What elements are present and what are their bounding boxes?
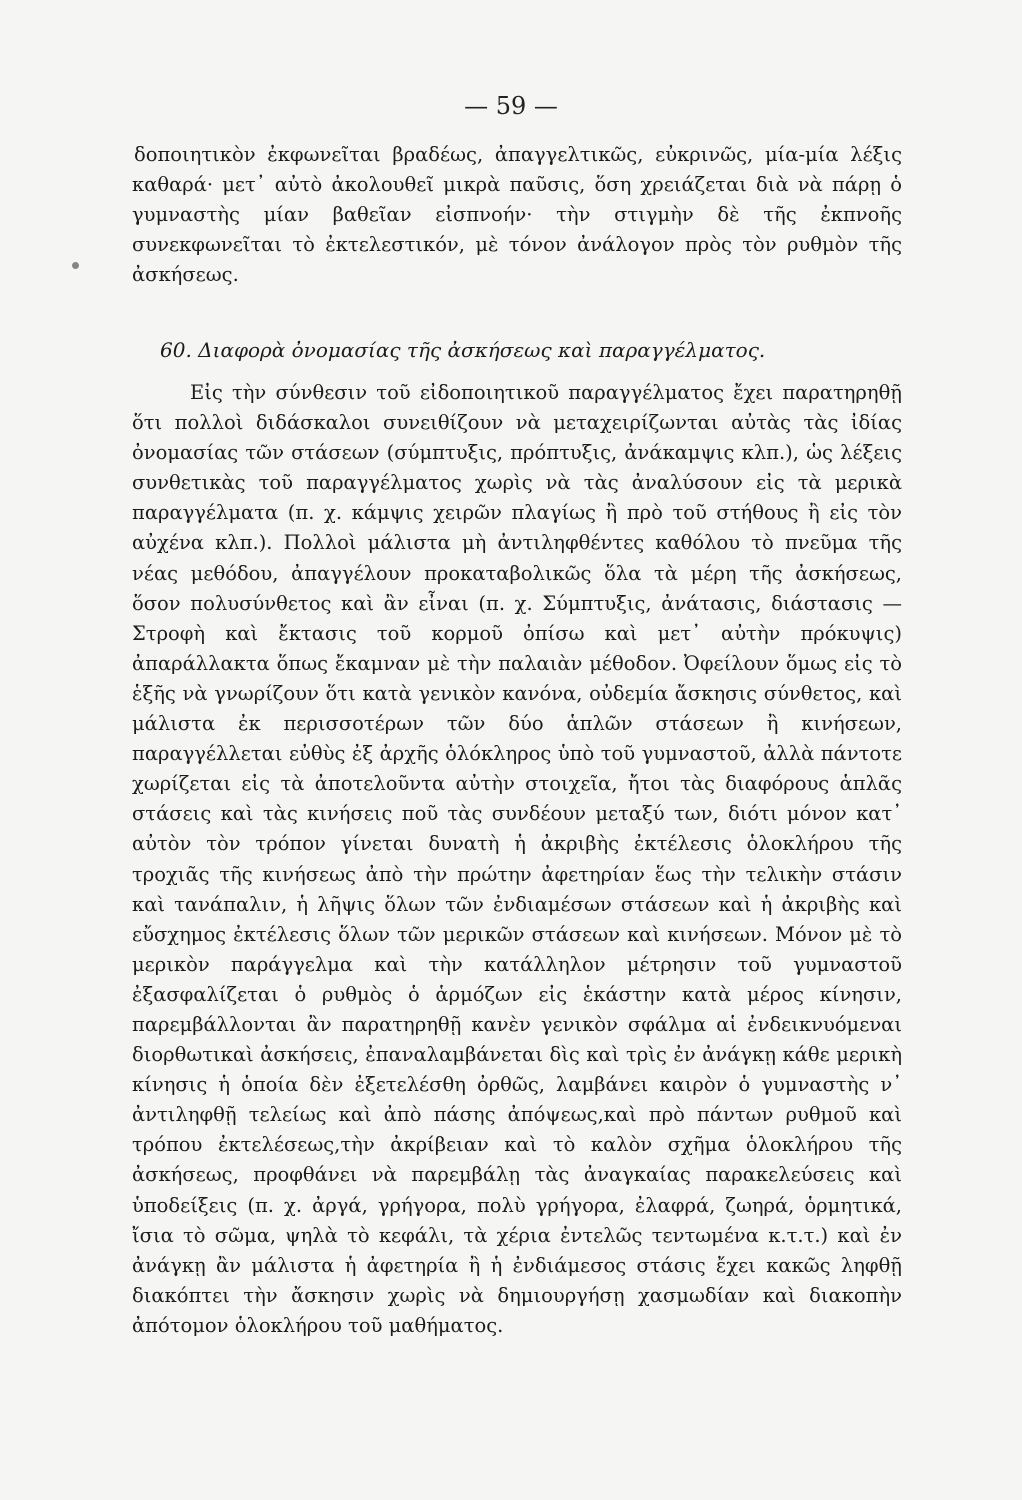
page-number: — 59 — xyxy=(464,92,558,120)
section-title: Διαφορὰ ὀνομασίας τῆς ἀσκήσεως καὶ παραγγέλματος. xyxy=(198,338,766,362)
section-heading xyxy=(160,338,900,362)
ink-spot xyxy=(72,262,79,269)
paragraph-continuation: δοποιητικὸν ἐκφωνεῖται βραδέως, ἀπαγγελτικῶς, εὐκρινῶς, μία-μία λέξις καθαρά· μετ᾿ αὐτὸ ἀκολουθεῖ μικρὰ παῦσις, ὅση χρειάζεται διὰ νὰ πάρῃ ὁ γυμναστὴς μίαν βαθεῖαν εἰσπνοήν· τὴν στιγμὴν δὲ τῆς ἐκπνοῆς συνεκφωνεῖται τὸ ἐκτελεστικόν, μὲ τόνον ἀνάλογον πρὸς τὸν ρυθμὸν τῆς ἀσκήσεως. xyxy=(132,143,902,287)
section-number: 60. xyxy=(160,338,192,362)
paragraph-body: Εἰς τὴν σύνθεσιν τοῦ εἰδοποιητικοῦ παραγγέλματος ἔχει παρατηρηθῇ ὅτι πολλοὶ διδάσκαλοι συνειθίζουν νὰ μεταχειρίζωνται αὐτὰς τὰς ἰδίας ὀνομασίας τῶν στάσεων (σύμπτυξις, πρόπτυξις, ἀνάκαμψις κλπ.), ὡς λέξεις συνθετικὰς τοῦ παραγγέλματος χωρὶς νὰ τὰς ἀναλύσουν εἰς τὰ μερικὰ παραγγέλματα (π. χ. κάμψις χειρῶν πλαγίως ἢ πρὸ τοῦ στήθους ἢ εἰς τὸν αὐχένα κλπ.). Πολλοὶ μάλιστα μὴ ἀντιληφθέντες καθόλου τὸ πνεῦμα τῆς νέας μεθόδου, ἀπαγγέλουν προκαταβολικῶς ὅλα τὰ μέρη τῆς ἀσκήσεως, ὅσον πολυσύνθετος καὶ ἂν εἶναι (π. χ. Σύμπτυξις, ἀνάτασις, διάστασις — Στροφὴ καὶ ἔκτασις τοῦ κορμοῦ ὀπίσω καὶ μετ᾿ αὐτὴν πρόκυψις) ἀπαράλλακτα ὅπως ἔκαμναν μὲ τὴν παλαιὰν μέθοδον. Ὀφείλουν ὅμως εἰς τὸ ἑξῆς νὰ γνωρίζουν ὅτι κατὰ γενικὸν κανόνα, οὐδεμία ἄσκησις σύνθετος, καὶ μάλιστα ἐκ περισσοτέρων τῶν δύο ἁπλῶν στάσεων ἢ κινήσεων, παραγγέλλεται εὐθὺς ἐξ ἀρχῆς ὁλόκληρος ὑπὸ τοῦ γυμναστοῦ, ἀλλὰ πάντοτε χωρίζεται εἰς τὰ ἀποτελοῦντα αὐτὴν στοιχεῖα, ἤτοι τὰς διαφόρους ἁπλᾶς στάσεις καὶ τὰς κινήσεις ποῦ τὰς συνδέουν μεταξύ των, διότι μόνον κατ᾿ αὐτὸν τὸν τρόπον γίνεται δυνατὴ ἡ ἀκριβὴς ἐκτέλεσις ὁλοκλήρου τῆς τροχιᾶς τῆς κινήσεως ἀπὸ τὴν πρώτην ἀφετηρίαν ἕως τὴν τελικὴν στάσιν καὶ τανάπαλιν, ἡ λῆψις ὅλων τῶν ἐνδιαμέσων στάσεων καὶ ἡ ἀκριβὴς καὶ εὔσχημος ἐκτέλεσις ὅλων τῶν μερικῶν στάσεων καὶ κινήσεων. Μόνον μὲ τὸ μερικὸν παράγγελμα καὶ τὴν κατάλληλον μέτρησιν τοῦ γυμναστοῦ ἐξασφαλίζεται ὁ ρυθμὸς ὁ ἁρμόζων εἰς ἑκάστην κατὰ μέρος κίνησιν, παρεμβάλλονται ἂν παρατηρηθῇ κανὲν γενικὸν σφάλμα αἱ ἐνδεικνυόμεναι διορθωτικαὶ ἀσκήσεις, ἐπαναλαμβάνεται δὶς καὶ τρὶς ἐν ἀνάγκῃ κάθε μερικὴ κίνησις ἡ ὁποία δὲν ἐξετελέσθη ὀρθῶς, λαμβάνει καιρὸν ὁ γυμναστὴς ν᾿ ἀντιληφθῇ τελείως καὶ ἀπὸ πάσης ἀπόψεως,καὶ πρὸ πάντων ρυθμοῦ καὶ τρόπου ἐκτελέσεως,τὴν ἀκρίβειαν καὶ τὸ καλὸν σχῆμα ὁλοκλήρου τῆς ἀσκήσεως, προφθάνει νὰ παρεμβάλῃ τὰς ἀναγκαίας παρακελεύσεις καὶ ὑποδείξεις (π. χ. ἀργά, γρήγορα, πολὺ γρήγορα, ἐλαφρά, ζωηρά, ὁρμητικά, ἴσια τὸ σῶμα, ψηλὰ τὸ κεφάλι, τὰ χέρια ἐντελῶς τεντωμένα κ.τ.τ.) καὶ ἐν ἀνάγκῃ ἂν μάλιστα ἡ ἀφετηρία ἢ ἡ ἐνδιάμεσος στάσις ἔχει κακῶς ληφθῇ διακόπτει τὴν ἄσκησιν χωρὶς νὰ δημιουργήσῃ χασμωδίαν καὶ διακοπὴν ἀπότομον ὁλοκλήρου τοῦ μαθήματος. xyxy=(132,381,902,1337)
